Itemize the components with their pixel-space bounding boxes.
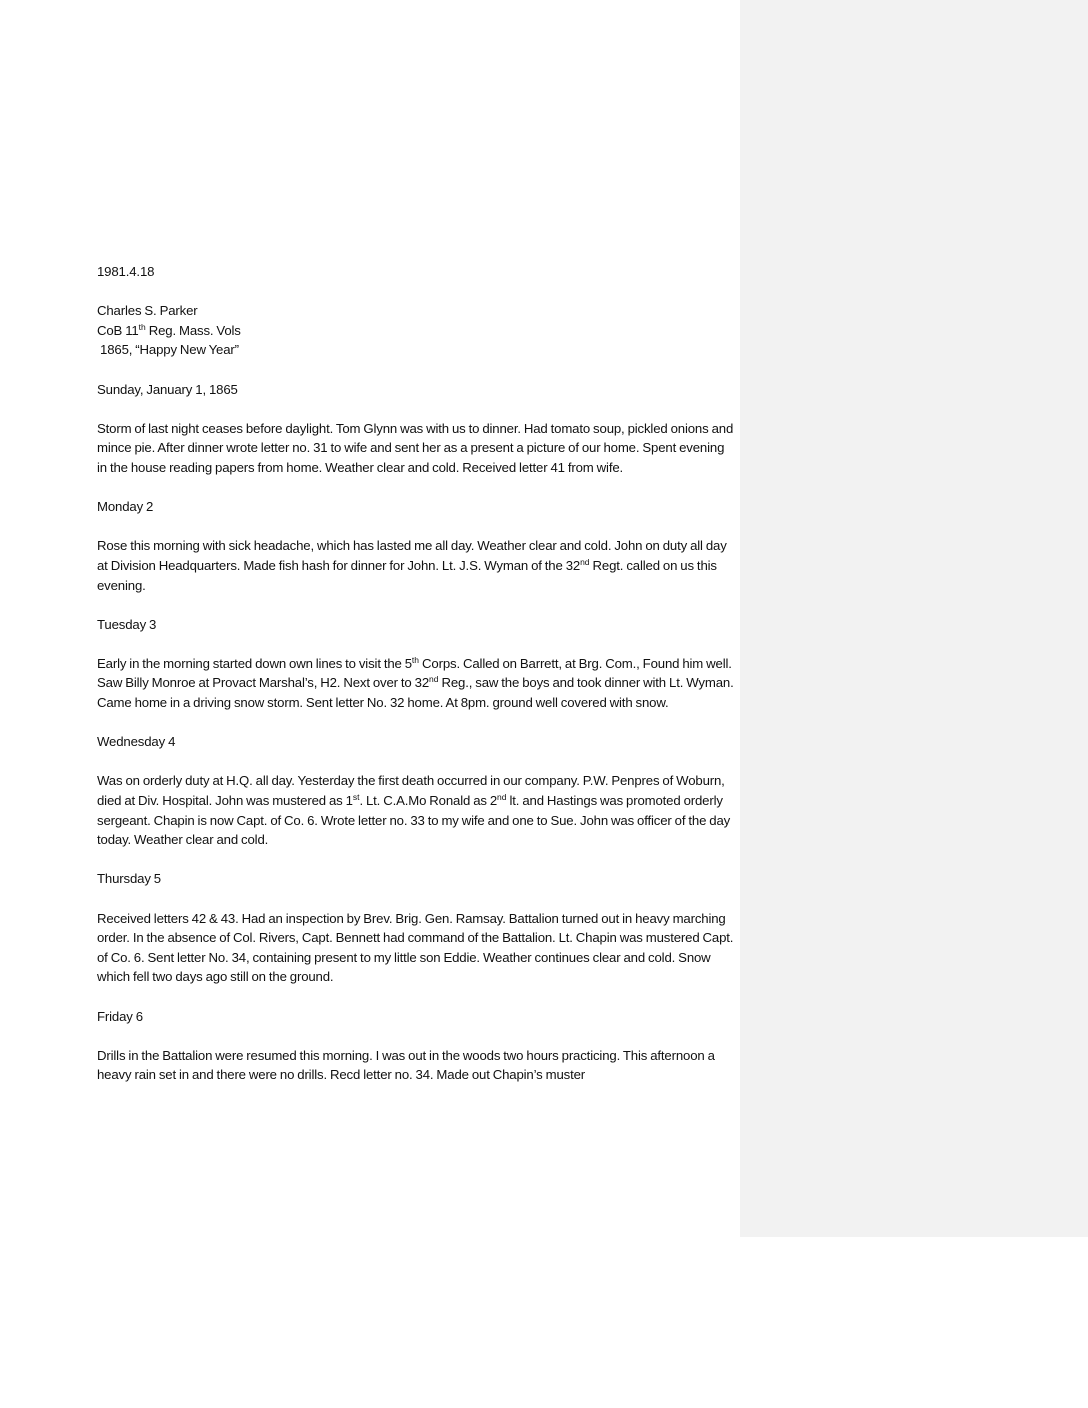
- ordinal-suffix: th: [138, 321, 146, 332]
- ordinal-suffix: th: [411, 654, 420, 665]
- entry-date: Wednesday 4: [97, 734, 176, 750]
- author-name: Charles S. Parker: [97, 303, 198, 319]
- ordinal-suffix: nd: [429, 674, 439, 685]
- entry-text: [97, 654, 737, 713]
- unit-text: Reg. Mass. Vols: [145, 322, 241, 338]
- entry-text-segment: lt. and Hastings was promoted orderly sergeant. Chapin is now Capt. of Co. 6. Wrote letter no. 33 to my wife and one to Sue. John was officer of the day today. Weather clear and cold.: [97, 793, 731, 848]
- ordinal-suffix: nd: [580, 556, 590, 567]
- document-subtitle: 1865, “Happy New Year”: [97, 342, 239, 358]
- entry-text: Storm of last night ceases before daylight. Tom Glynn was with us to dinner. Had tomato soup, pickled onions and mince pie. After dinner wrote letter no. 31 to wife and sent her as a present a picture of our home. Spent evening in the house reading papers from home. Weather clear and cold. Received letter 41 from wife.: [97, 420, 734, 475]
- entry-text-segment: Corps. Called on Barrett, at Brg. Com., Found him well. Saw Billy Monroe at Provact Marshal’s, H2. Next over to 32: [97, 655, 732, 691]
- entry-text-segment: . Lt. C.A.Mo Ronald as 2: [359, 793, 498, 809]
- entry-date: Friday 6: [97, 1008, 143, 1024]
- document-body: [97, 262, 737, 1105]
- entry-text: Drills in the Battalion were resumed this morning. I was out in the woods two hours practicing. This afternoon a heavy rain set in and there were no drills. Recd letter no. 34. Made out Chapin’s muster: [97, 1047, 715, 1083]
- entry-text-segment: Was on orderly duty at H.Q. all day. Yesterday the first death occurred in our company. P.W. Penpres of Woburn, died at Div. Hospital. John was mustered as 1: [97, 773, 725, 809]
- entry-text: [97, 536, 737, 595]
- unit-line: [97, 321, 737, 341]
- entry-text: [97, 771, 737, 849]
- entry-text-segment: Rose this morning with sick headache, which has lasted me all day. Weather clear and cold. John on duty all day at Division Headquarters. Made fish hash for dinner for John. Lt. J.S. Wyman of the 32: [97, 538, 727, 573]
- ordinal-suffix: st: [352, 791, 360, 802]
- entry-date: Tuesday 3: [97, 616, 157, 632]
- entry-date: Thursday 5: [97, 871, 161, 887]
- ordinal-suffix: nd: [497, 791, 507, 802]
- entry-date: Monday 2: [97, 499, 154, 515]
- entry-text-segment: Reg., saw the boys and took dinner with Lt. Wyman. Came home in a driving snow storm. Sent letter No. 32 home. At 8pm. ground well covered with snow.: [97, 675, 734, 711]
- entry-text-segment: Regt. called on us this evening.: [97, 557, 717, 593]
- entry-text-segment: Early in the morning started down own lines to visit the 5: [97, 655, 412, 671]
- entry-date: Sunday, January 1, 1865: [97, 381, 238, 397]
- document-reference-number: 1981.4.18: [97, 264, 155, 279]
- entry-text: Received letters 42 & 43. Had an inspection by Brev. Brig. Gen. Ramsay. Battalion turned out in heavy marching order. In the absence of Col. Rivers, Capt. Bennett had command of the Battalion. Lt. Chapin was mustered Capt. of Co. 6. Sent letter No. 34, containing present to my little son Eddie. Weather continues clear and cold. Snow which fell two days ago still on the ground.: [97, 910, 734, 985]
- unit-text: CoB 11: [97, 322, 139, 338]
- comment-pane: [740, 0, 1088, 1237]
